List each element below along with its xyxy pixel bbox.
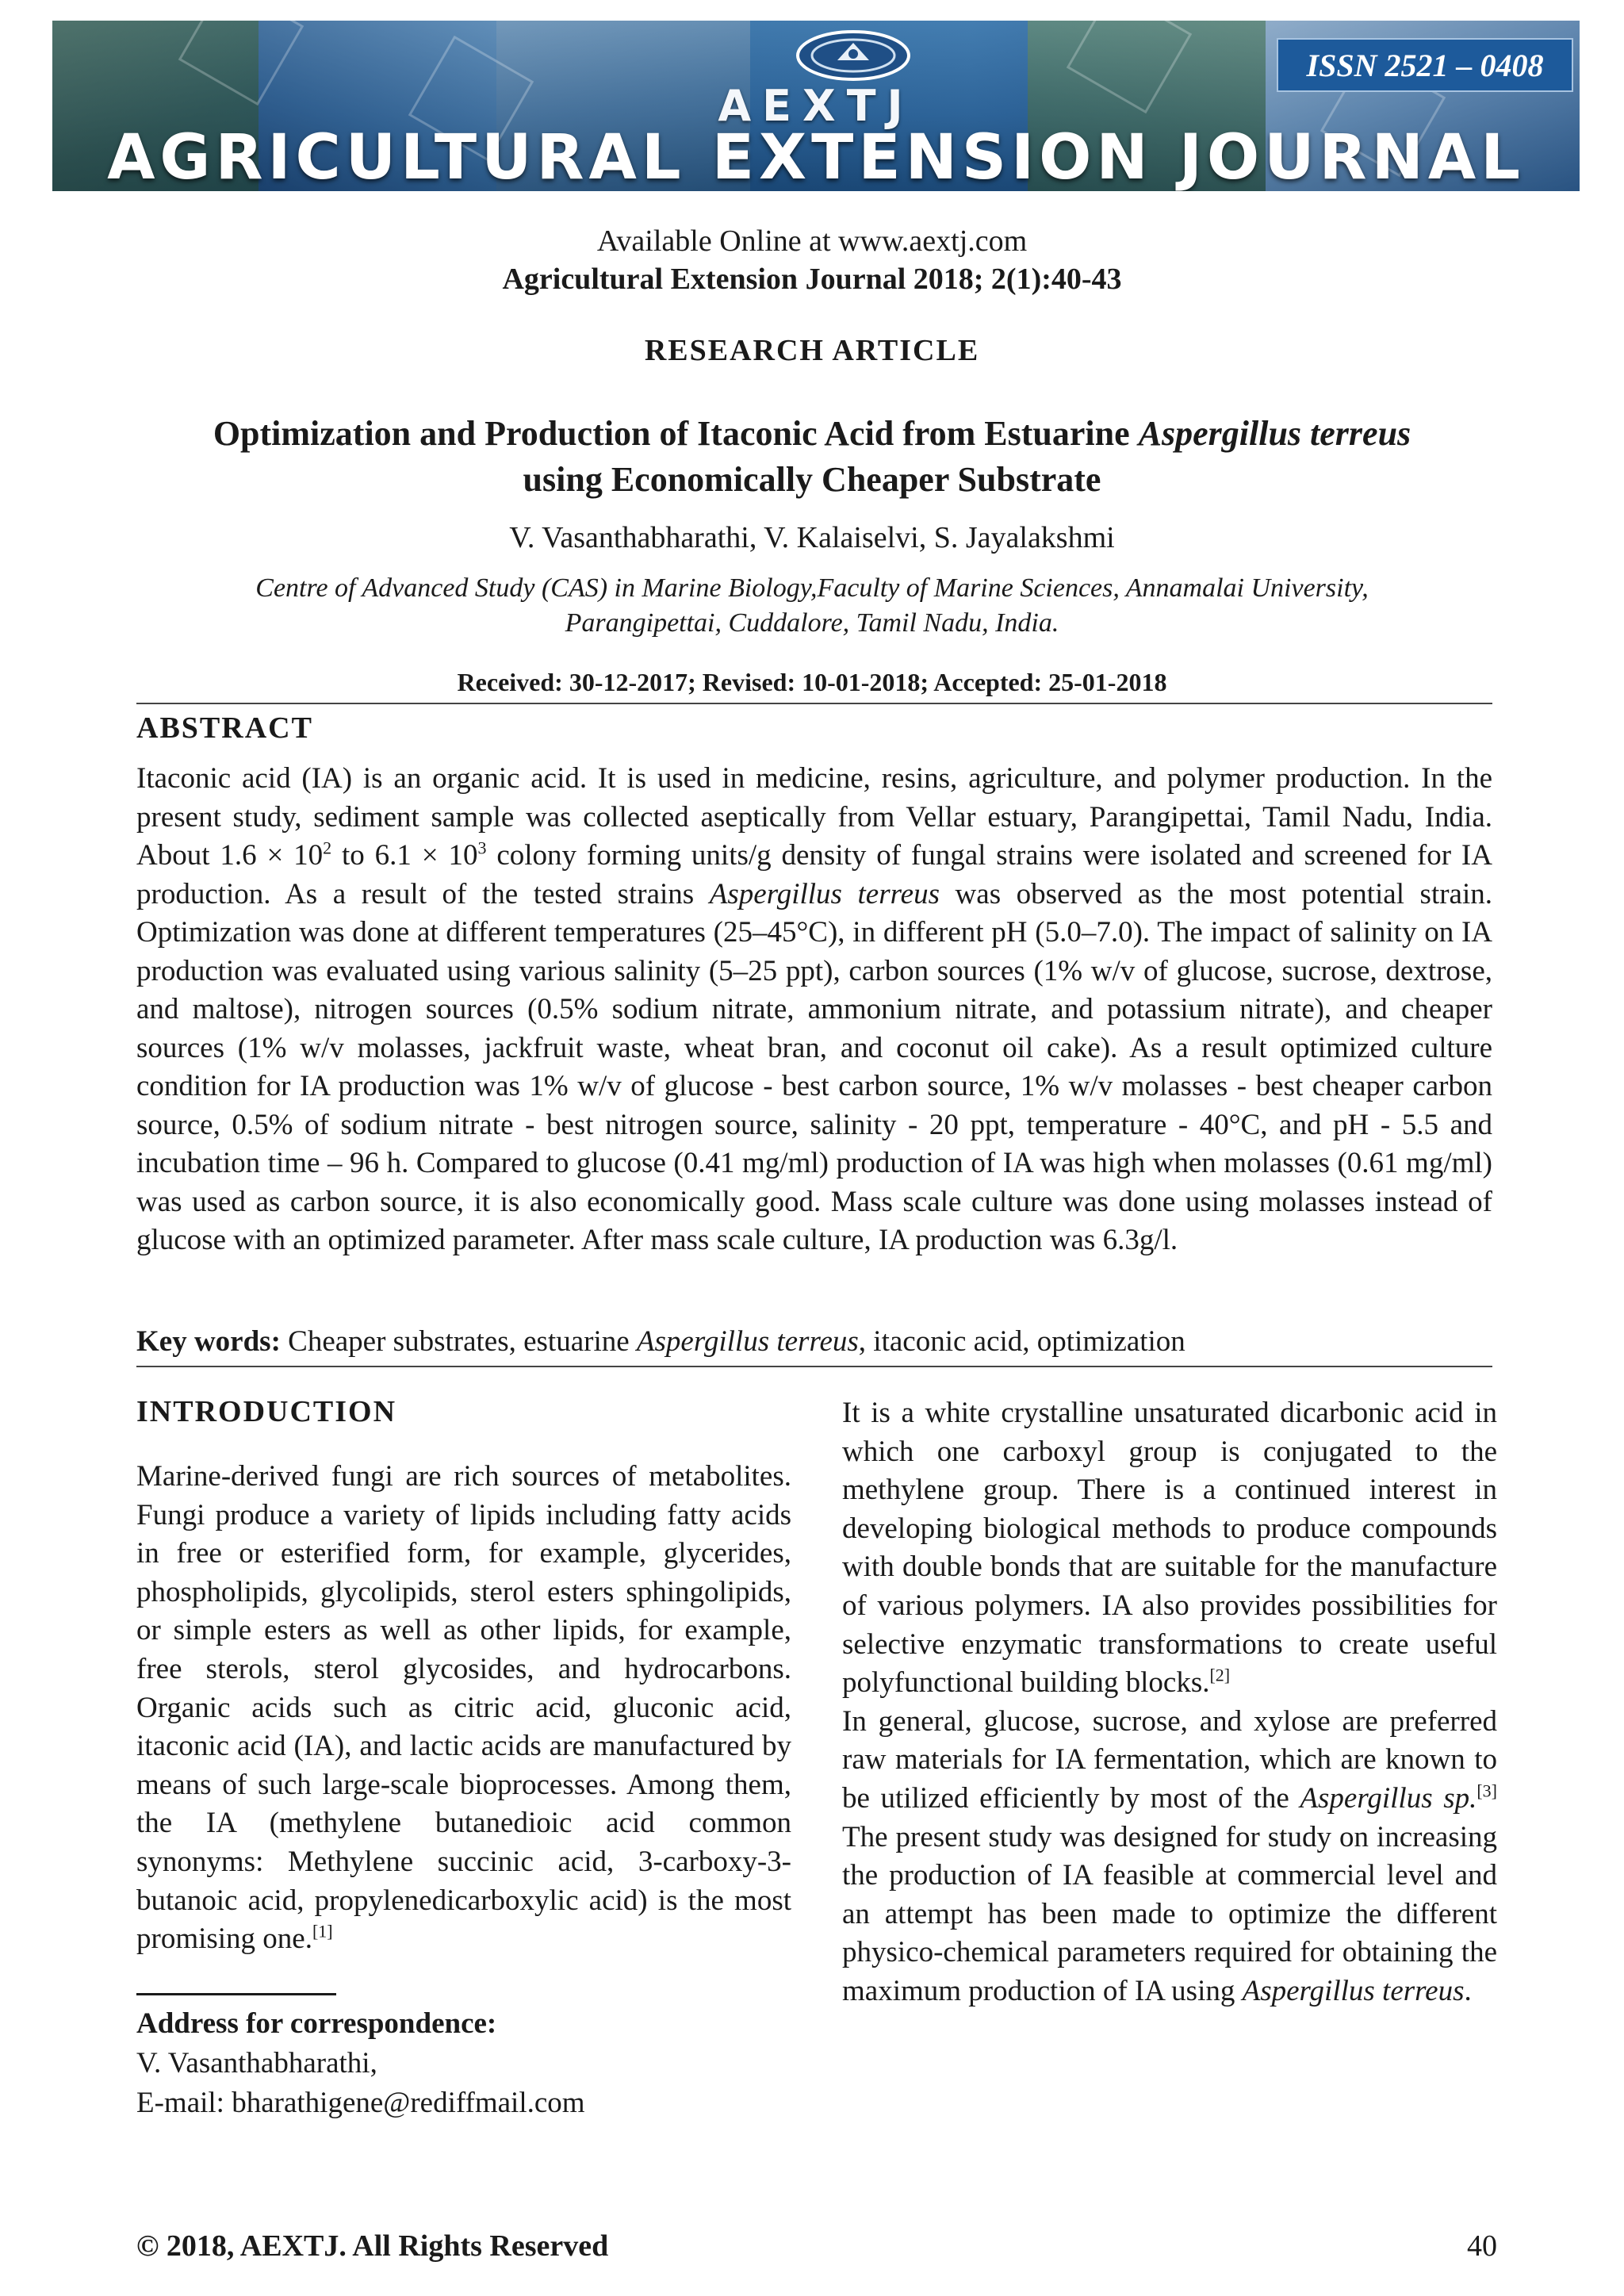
keywords-label: Key words: bbox=[136, 1325, 281, 1358]
intro-text: Marine-derived fungi are rich sources of metabolites. Fungi produce a variety of lipids including fatty acids in free or esterified form, for example, glycerides, phospholipids, glycolipids, sterol esters sphingolipids, or simple esters as well as other lipids, for example, free sterols, sterol glycosides, and hydrocarbons. Organic acids such as citric acid, gluconic acid, itaconic acid (IA), and lactic acids are manufactured by means of such large-scale bioprocesses. Among them, the IA (methylene butanedioic acid common synonyms: Methylene succinic acid, 3-carboxy-3-butanoic acid, propylenedicarboxylic acid) is the most promising one. bbox=[136, 1460, 791, 1956]
abstract-heading: ABSTRACT bbox=[136, 711, 313, 745]
correspondence-email[interactable]: E-mail: bharathigene@rediffmail.com bbox=[136, 2087, 585, 2119]
abstract-text: Itaconic acid (IA) is an organic acid. It is used in medicine, resins, agriculture, and polymer production. In the present study, sediment sample was collected aseptically from Vellar estuary, Parangipettai, Tamil Nadu, India. About 1.6 × 10 bbox=[136, 762, 1492, 872]
right-column bbox=[842, 1394, 1497, 2011]
author-list: V. Vasanthabharathi, V. Kalaiselvi, S. Jayalakshmi bbox=[509, 521, 1115, 554]
article-type: RESEARCH ARTICLE bbox=[644, 334, 980, 367]
affiliation-line2: Parangipettai, Cuddalore, Tamil Nadu, India. bbox=[565, 608, 1059, 638]
keywords-text: Cheaper substrates, estuarine bbox=[280, 1325, 637, 1358]
page-number: 40 bbox=[1467, 2229, 1497, 2263]
citation-ref[interactable]: [1] bbox=[312, 1921, 333, 1941]
keywords-text: , itaconic acid, optimization bbox=[858, 1325, 1185, 1358]
title-text-line2: using Economically Cheaper Substrate bbox=[523, 460, 1101, 499]
left-column bbox=[136, 1458, 791, 1959]
introduction-heading: INTRODUCTION bbox=[136, 1395, 397, 1428]
journal-abbreviation: AEXTJ bbox=[718, 81, 914, 131]
keywords bbox=[136, 1324, 1185, 1359]
intro-text: The present study was designed for study on increasing the production of IA feasible at commercial level and an attempt has been made to optimize the different physico-chemical parameters required for obtaining the maximum production of IA using bbox=[842, 1820, 1497, 2007]
species-name: Aspergillus sp. bbox=[1300, 1781, 1477, 1815]
intro-paragraph bbox=[842, 1394, 1497, 1703]
exponent: 2 bbox=[323, 838, 332, 858]
intro-paragraph bbox=[842, 1703, 1497, 2011]
species-name: Aspergillus terreus bbox=[709, 877, 940, 910]
affiliation bbox=[0, 571, 1624, 641]
intro-paragraph bbox=[136, 1458, 791, 1959]
journal-banner bbox=[52, 21, 1580, 191]
intro-text: In general, glucose, sucrose, and xylose are preferred raw materials for IA fermentation, which are known to be utilized efficiently by most of the bbox=[842, 1704, 1497, 1815]
species-name: Aspergillus terreus bbox=[1242, 1974, 1465, 2007]
correspondence-name: V. Vasanthabharathi, bbox=[136, 2047, 377, 2079]
species-name: Aspergillus terreus bbox=[636, 1325, 859, 1358]
exponent: 3 bbox=[477, 838, 487, 858]
title-species: Aspergillus terreus bbox=[1138, 414, 1411, 453]
citation-ref[interactable]: [3] bbox=[1477, 1780, 1497, 1801]
footnote-rule bbox=[136, 1993, 336, 1995]
article-dates: Received: 30-12-2017; Revised: 10-01-2018; Accepted: 25-01-2018 bbox=[457, 668, 1167, 696]
citation-ref[interactable]: [2] bbox=[1209, 1665, 1231, 1685]
journal-reference: Agricultural Extension Journal 2018; 2(1):40-43 bbox=[502, 263, 1122, 296]
abstract-text: colony forming units/g density of fungal strains were isolated and screened for IA production. As a result of the tested strains bbox=[136, 839, 1492, 910]
title-text: Optimization and Production of Itaconic Acid from Estuarine bbox=[213, 414, 1139, 453]
correspondence-heading: Address for correspondence: bbox=[136, 2007, 497, 2040]
copyright-notice: © 2018, AEXTJ. All Rights Reserved bbox=[136, 2229, 609, 2263]
abstract-text: was observed as the most potential strain. Optimization was done at different temperatures (25–45°C), in different pH (5.0–7.0). The impact of salinity on IA production was evaluated using various salinity (5–25 ppt), carbon sources (1% w/v of glucose, sucrose, dextrose, and maltose), nitrogen sources (0.5% sodium nitrate, ammonium nitrate, and potassium nitrate), and cheaper sources (1% w/v molasses, jackfruit waste, wheat bran, and coconut oil cake). As a result optimized culture condition for IA production was 1% w/v of glucose - best carbon source, 1% w/v molasses - best cheaper carbon source, 0.5% of sodium nitrate - best nitrogen source, salinity - 20 ppt, temperature - 40°C, and pH - 5.5 and incubation time – 96 h. Compared to glucose (0.41 mg/ml) production of IA was high when molasses (0.61 mg/ml) was used as carbon source, it is also economically good. Mass scale culture was done using molasses instead of glucose with an optimized parameter. After mass scale culture, IA production was 6.3g/l. bbox=[136, 877, 1492, 1256]
affiliation-line1: Centre of Advanced Study (CAS) in Marine Biology,Faculty of Marine Sciences, Annamalai University, bbox=[255, 573, 1369, 603]
article-title bbox=[0, 411, 1624, 503]
intro-text: . bbox=[1464, 1974, 1472, 2007]
issn-badge: ISSN 2521 – 0408 bbox=[1277, 38, 1573, 92]
abstract-body bbox=[136, 760, 1492, 1260]
divider bbox=[136, 703, 1492, 704]
journal-banner-title: AGRICULTURAL EXTENSION JOURNAL bbox=[107, 122, 1525, 191]
divider bbox=[136, 1366, 1492, 1367]
abstract-text: to 6.1 × 10 bbox=[331, 839, 478, 872]
intro-text: It is a white crystalline unsaturated dicarbonic acid in which one carboxyl group is conjugated to the methylene group. There is a continued interest in developing biological methods to produce compounds with double bonds that are suitable for the manufacture of various polymers. IA also provides possibilities for selective enzymatic transformations to create useful polyfunctional building blocks. bbox=[842, 1397, 1497, 1700]
availability-line: Available Online at www.aextj.com bbox=[596, 224, 1028, 258]
journal-emblem-icon bbox=[766, 25, 940, 82]
